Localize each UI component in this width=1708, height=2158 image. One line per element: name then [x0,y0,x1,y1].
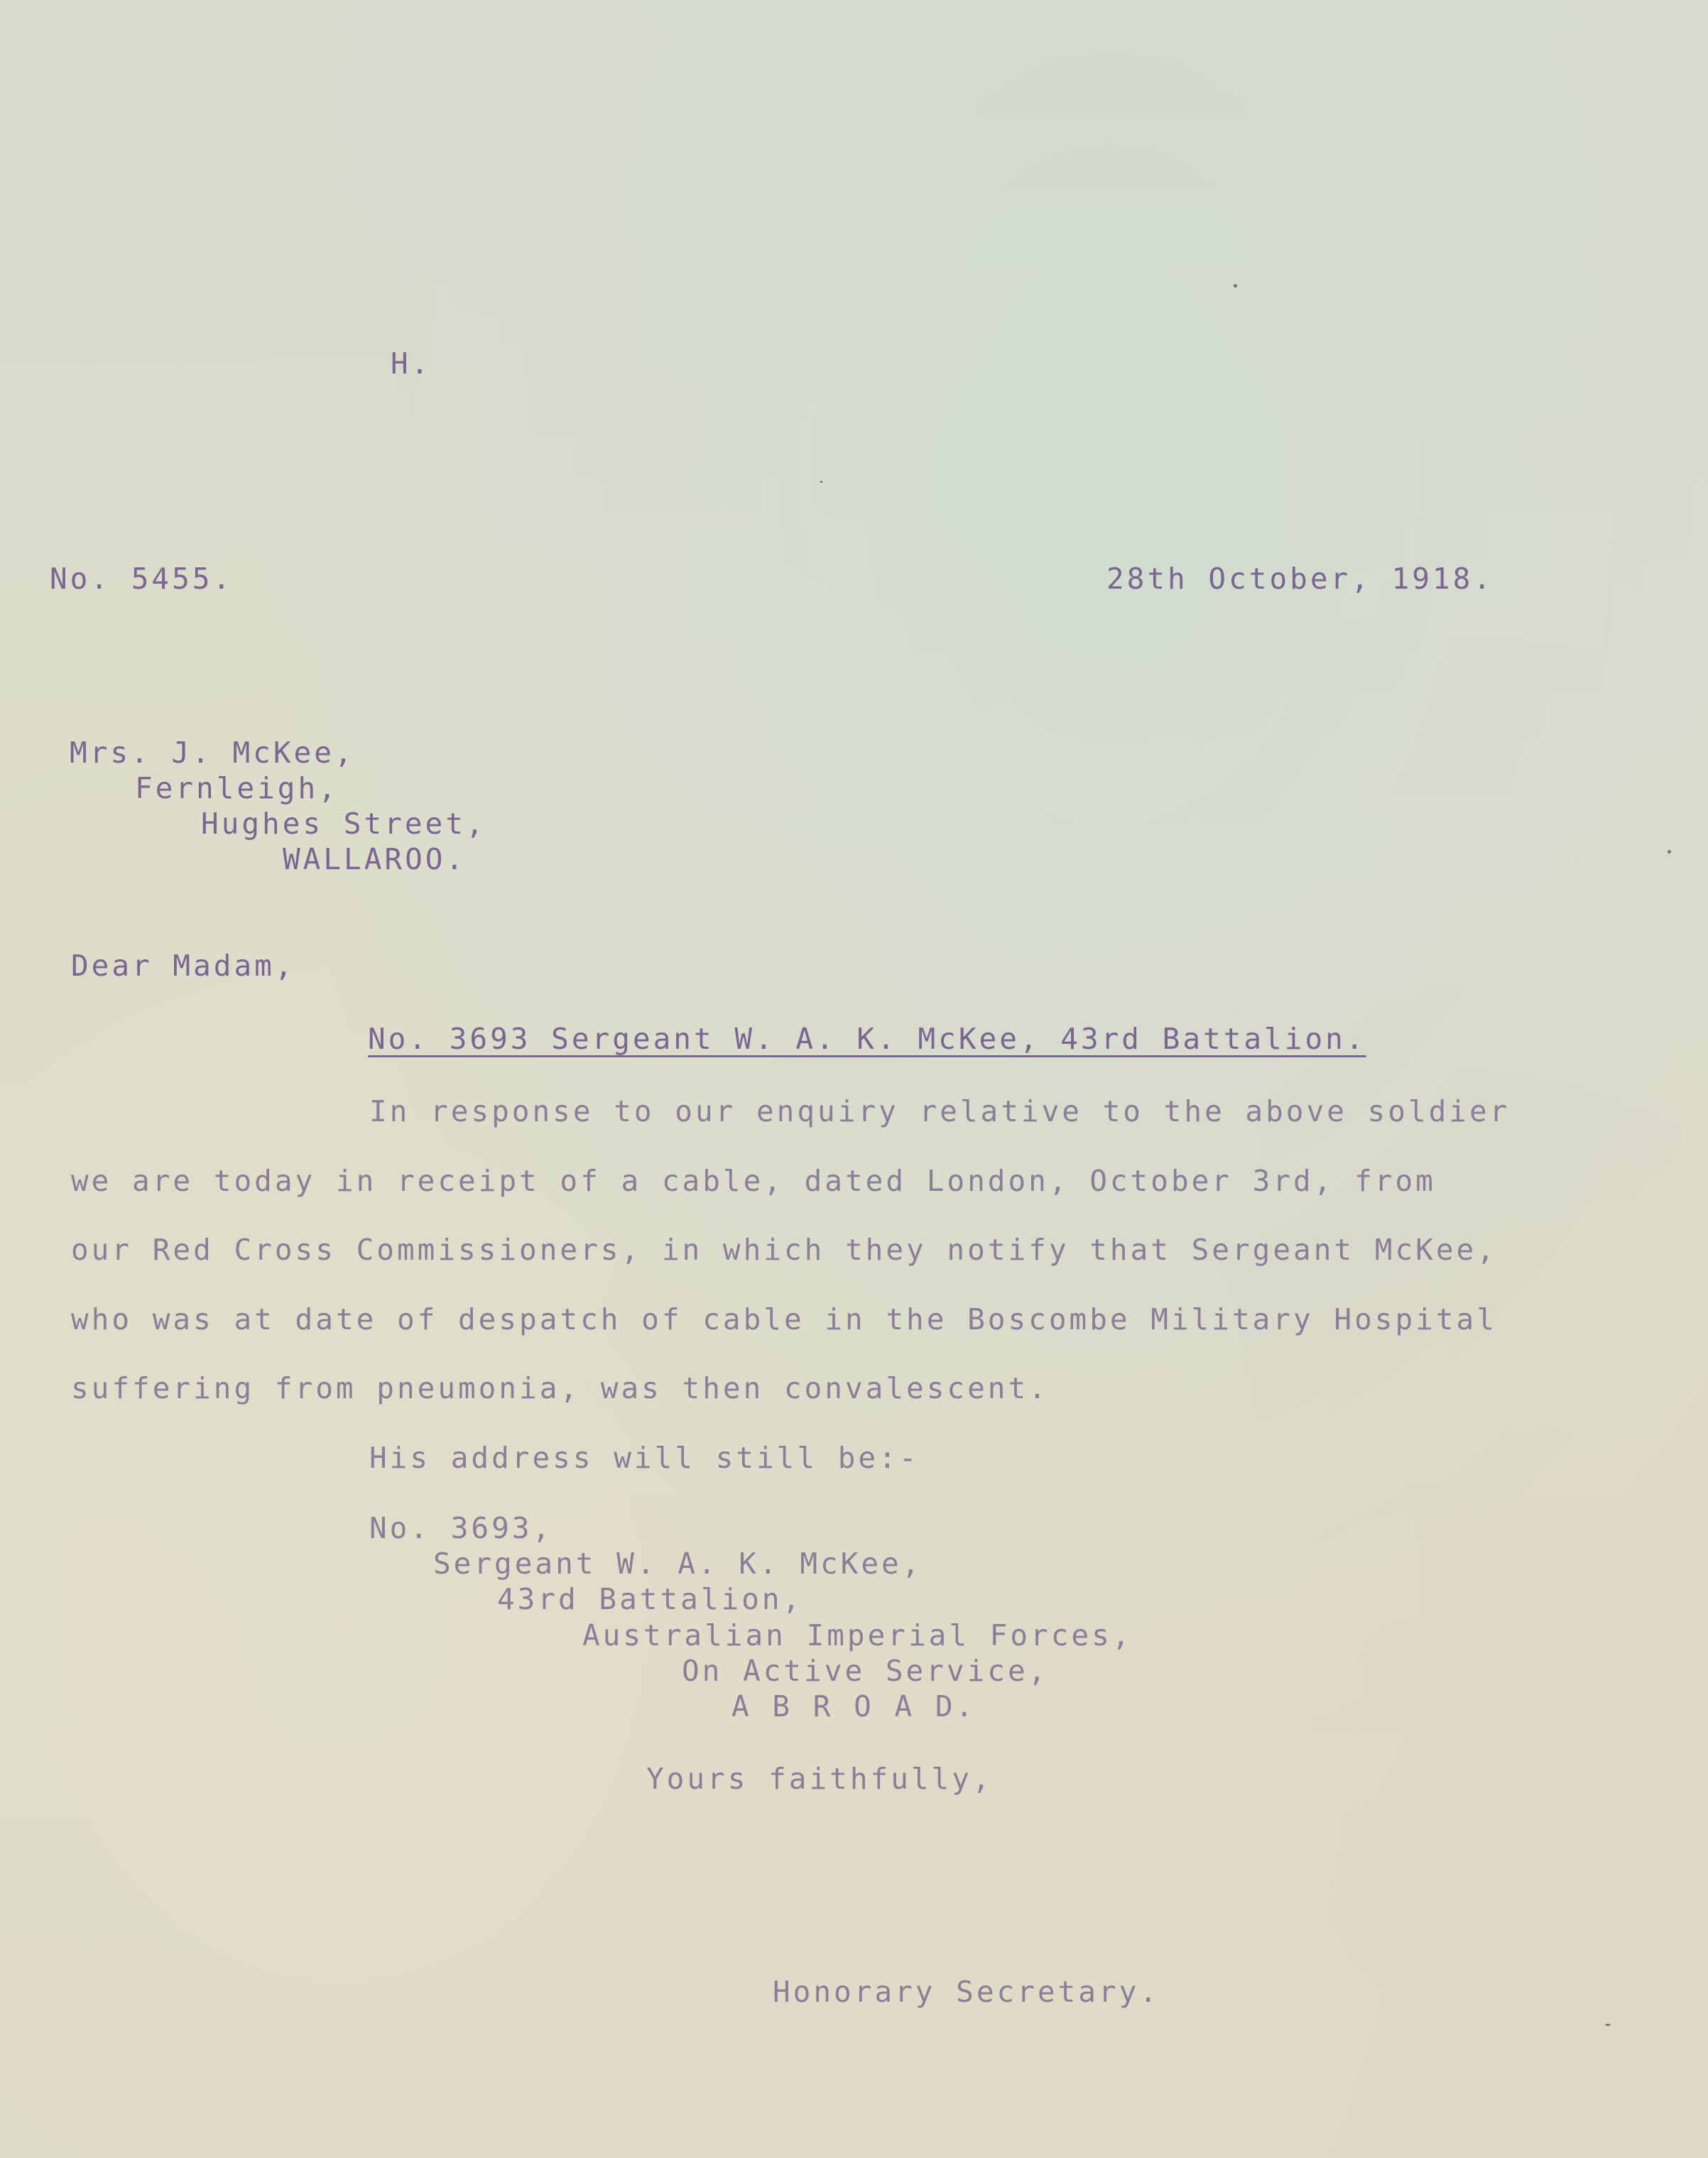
paper-speck [1605,2024,1611,2026]
paper-speck [1668,850,1671,854]
subject-line: No. 3693 Sergeant W. A. K. McKee, 43rd Battalion. [368,1022,1366,1056]
letter-date: 28th October, 1918. [1106,562,1494,596]
body-line-1: In response to our enquiry relative to the above soldier [369,1094,1511,1128]
signatory: Honorary Secretary. [773,1975,1160,2009]
addressee-house: Fernleigh, [135,771,339,805]
addressee-town: WALLAROO. [283,842,467,876]
body-line-3: our Red Cross Commissioners, in which they notify that Sergeant McKee, [71,1233,1497,1267]
file-mark: H. [391,347,432,381]
address-intro: His address will still be:- [369,1441,920,1475]
soldier-address-line-6: A B R O A D. [731,1689,977,1723]
paper-speck [1234,284,1237,288]
addressee-name: Mrs. J. McKee, [70,736,355,770]
body-line-4: who was at date of despatch of cable in the Boscombe Military Hospital [71,1302,1497,1336]
salutation: Dear Madam, [71,949,295,983]
soldier-address-line-3: 43rd Battalion, [497,1582,803,1616]
soldier-address-line-2: Sergeant W. A. K. McKee, [433,1547,923,1581]
paper-speck [820,481,822,483]
body-line-5: suffering from pneumonia, was then convalescent. [71,1371,1049,1405]
soldier-address-line-4: Australian Imperial Forces, [582,1618,1133,1652]
soldier-address-line-1: No. 3693, [369,1511,553,1545]
addressee-street: Hughes Street, [201,807,486,841]
soldier-address-line-5: On Active Service, [682,1654,1049,1688]
closing: Yours faithfully, [646,1762,993,1796]
body-line-2: we are today in receipt of a cable, dated London, October 3rd, from [71,1164,1436,1198]
reference-number: No. 5455. [50,562,234,596]
